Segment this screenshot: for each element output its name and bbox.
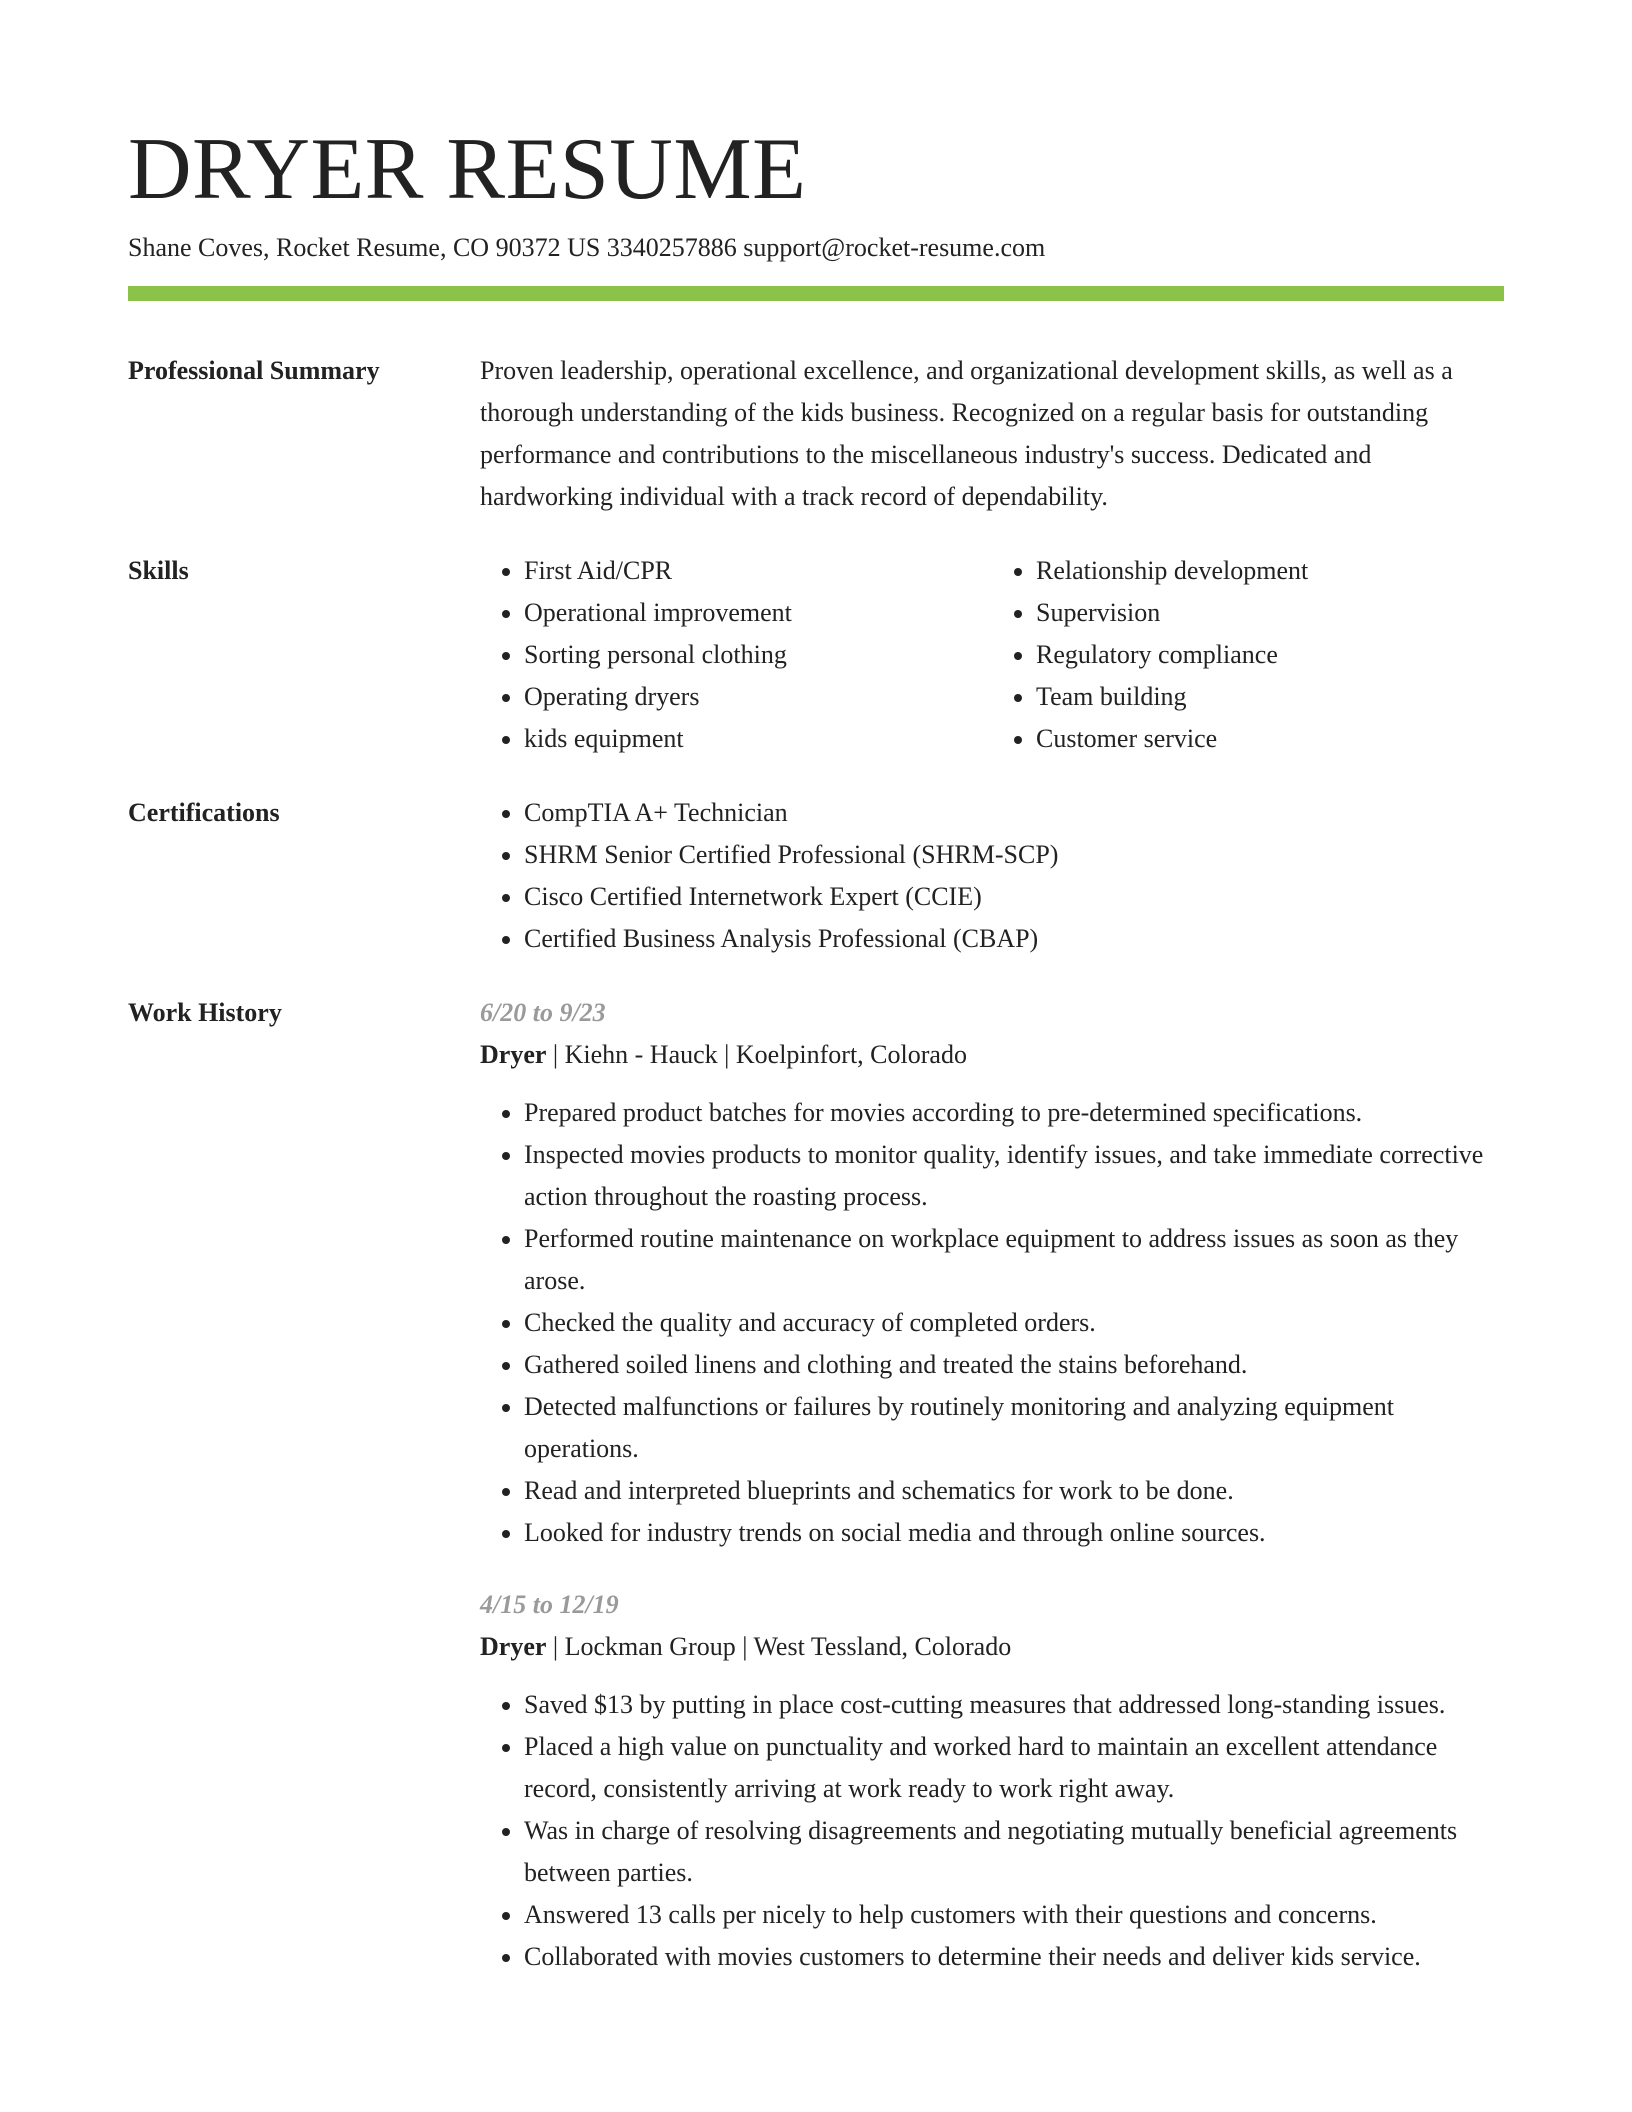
certification-item: • Cisco Certified Internetwork Expert (CCIE) xyxy=(524,876,1504,918)
skill-item: • First Aid/CPR xyxy=(524,550,992,592)
summary-body xyxy=(480,350,1504,518)
job-bullet: • Prepared product batches for movies according to pre-determined specifications. xyxy=(524,1092,1504,1134)
skills-columns xyxy=(480,550,1504,760)
job-bullet: • Looked for industry trends on social media and through online sources. xyxy=(524,1512,1504,1554)
skills-list-right xyxy=(992,550,1504,760)
skill-item: • Team building xyxy=(1036,676,1504,718)
job-details: | Lockman Group | West Tessland, Colorado xyxy=(546,1632,1012,1661)
certification-item: • SHRM Senior Certified Professional (SHRM-SCP) xyxy=(524,834,1504,876)
skills-list-left xyxy=(480,550,992,760)
job-bullet: • Placed a high value on punctuality and worked hard to maintain an excellent attendance record, consistently arriving at work ready to work right away. xyxy=(524,1726,1504,1810)
job-bullets xyxy=(480,1684,1504,1978)
job-bullet: • Saved $13 by putting in place cost-cutting measures that addressed long-standing issues. xyxy=(524,1684,1504,1726)
skills-label: Skills xyxy=(128,556,189,585)
skill-item: • Operational improvement xyxy=(524,592,992,634)
job-entry xyxy=(480,1584,1504,1978)
job-bullets xyxy=(480,1092,1504,1554)
skill-item: • Customer service xyxy=(1036,718,1504,760)
job-bullet: • Performed routine maintenance on workplace equipment to address issues as soon as they arose. xyxy=(524,1218,1504,1302)
summary-label: Professional Summary xyxy=(128,356,380,385)
certifications-list xyxy=(480,792,1504,960)
job-title: Dryer xyxy=(480,1040,547,1069)
job-title: Dryer xyxy=(480,1632,547,1661)
skill-item: • kids equipment xyxy=(524,718,992,760)
certification-item: • Certified Business Analysis Professional (CBAP) xyxy=(524,918,1504,960)
skill-item: • Operating dryers xyxy=(524,676,992,718)
job-bullet: • Detected malfunctions or failures by routinely monitoring and analyzing equipment operations. xyxy=(524,1386,1504,1470)
certifications-body xyxy=(480,792,1504,960)
skills-body xyxy=(480,550,1504,760)
skill-item: • Sorting personal clothing xyxy=(524,634,992,676)
job-bullet: • Inspected movies products to monitor quality, identify issues, and take immediate corrective action throughout the roasting process. xyxy=(524,1134,1504,1218)
job-bullet: • Was in charge of resolving disagreements and negotiating mutually beneficial agreements between parties. xyxy=(524,1810,1504,1894)
job-heading xyxy=(480,1626,1504,1668)
skill-item: • Regulatory compliance xyxy=(1036,634,1504,676)
summary-text: Proven leadership, operational excellence, and organizational development skills, as well as a thorough understanding of the kids business. Recognized on a regular basis for outstanding performance and contributions to the miscellaneous industry's success. Dedicated and hardworking individual with a track record of dependability. xyxy=(480,356,1453,511)
accent-divider xyxy=(128,286,1504,301)
job-bullet: • Checked the quality and accuracy of completed orders. xyxy=(524,1302,1504,1344)
work-history-label: Work History xyxy=(128,998,282,1027)
skill-item: • Relationship development xyxy=(1036,550,1504,592)
job-details: | Kiehn - Hauck | Koelpinfort, Colorado xyxy=(546,1040,967,1069)
job-bullet: • Answered 13 calls per nicely to help customers with their questions and concerns. xyxy=(524,1894,1504,1936)
job-heading xyxy=(480,1034,1504,1076)
skill-item: • Supervision xyxy=(1036,592,1504,634)
certifications-label: Certifications xyxy=(128,798,280,827)
resume-title: DRYER RESUME xyxy=(128,121,807,218)
job-entry xyxy=(480,992,1504,1554)
job-dates: 6/20 to 9/23 xyxy=(480,998,606,1027)
certification-item: • CompTIA A+ Technician xyxy=(524,792,1504,834)
contact-line: Shane Coves, Rocket Resume, CO 90372 US 3340257886 support@rocket-resume.com xyxy=(128,233,1046,262)
job-dates: 4/15 to 12/19 xyxy=(480,1590,619,1619)
job-bullet: • Collaborated with movies customers to determine their needs and deliver kids service. xyxy=(524,1936,1504,1978)
job-bullet: • Gathered soiled linens and clothing and treated the stains beforehand. xyxy=(524,1344,1504,1386)
job-bullet: • Read and interpreted blueprints and schematics for work to be done. xyxy=(524,1470,1504,1512)
work-history-body xyxy=(480,992,1504,1978)
